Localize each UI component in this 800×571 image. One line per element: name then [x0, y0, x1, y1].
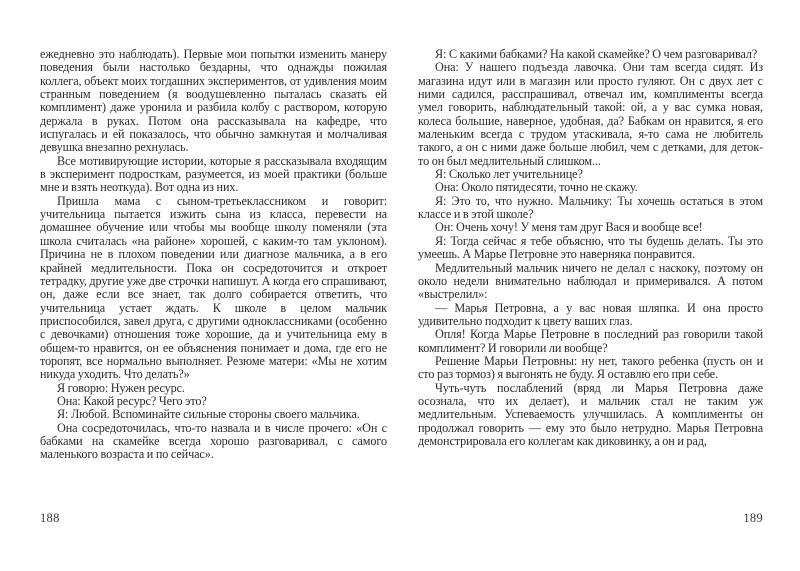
page-right	[418, 48, 763, 548]
paragraph: Чуть-чуть послаблений (вряд ли Марья Петровна даже осознала, что их делает), и мальчик стал не таким уж медлительным. Успеваемость улучшилась. А комплименты он продолжал говорить — ему это было нетрудно. Марья Петровна демонстрировала его коллегам как диковинку, а он и рад,	[418, 380, 763, 448]
page-right-text	[418, 48, 763, 448]
paragraph: Пришла мама с сыном-третьеклассником и говорит: учительница пытается изжить сына из класса, перевести на домашнее обучение или чтобы мы вообще школу поменяли (эта школа считалась «на районе» хорошей, с каким-то там уклоном). Причина не в плохом поведении или диагнозе мальчика, а в его крайней медлительности. Пока он сосредоточится и откроет тетрадку, другие уже две строчки напишут. А когда его спрашивают, он, даже если все знает, так долго собирается ответить, что учительница устает ждать. К школе в целом мальчик приспособился, завел друга, с другими одноклассниками (особенно с девочками) отношения тоже хорошие, да и учительница ему в общем-то нравится, он ее объяснения понимает и дома, где его не торопят, все нормально выполняет. Резюме матери: «Мы не хотим никуда уходить. Что делать?»	[40, 193, 387, 382]
paragraph: Она сосредоточилась, что-то назвала и в числе прочего: «Он с бабками на скамейке всегда хорошо разговаривал, с самого маленького возраста и по сейчас».	[40, 420, 387, 462]
paragraph: Я: Тогда сейчас я тебе объясню, что ты будешь делать. Ты это умеешь. А Марье Петровне это наверняка понравится.	[418, 233, 763, 262]
page-left	[40, 48, 387, 548]
paragraph: ежедневно это наблюдать). Первые мои попытки изменить манеру поведения были настолько бездарны, что однажды пожилая коллега, объект моих тогдашних экспериментов, от удивления моим странным поведением (я воодушевленно пыталась сказать ей комплимент) даже уронила и разбила колбу с раствором, которую держала в руках. Потом она рассказывала на кафедре, что испугалась и ей показалось, что обычно замкнутая и молчаливая девушка внезапно рехнулась.	[40, 47, 387, 155]
page-left-text	[40, 48, 387, 462]
paragraph: Он: Очень хочу! У меня там друг Вася и вообще все!	[435, 220, 703, 235]
paragraph: Она: Около пятидесяти, точно не скажу.	[435, 180, 638, 195]
paragraph: Все мотивирующие истории, которые я рассказывала входящим в эксперимент подросткам, разумеется, из моей практики (больше мне и взять неоткуда). Вот одна из них.	[40, 153, 387, 195]
paragraph: Она: Какой ресурс? Чего это?	[57, 393, 207, 408]
paragraph: — Марья Петровна, а у вас новая шляпка. И она просто удивительно подходит к цвету ваших глаз.	[418, 300, 763, 328]
paragraph: Медлительный мальчик ничего не делал с наскоку, поэтому он около недели внимательно наблюдал и примеривался. А потом «выстрелил»:	[418, 260, 763, 302]
paragraph: Я говорю: Нужен ресурс.	[57, 380, 185, 395]
paragraph: Я: Сколько лет учительнице?	[435, 167, 583, 182]
paragraph: Я: Это то, что нужно. Мальчику: Ты хочешь остаться в этом классе и в этой школе?	[418, 193, 763, 222]
paragraph: Я: Любой. Вспоминайте сильные стороны своего мальчика.	[57, 407, 360, 422]
paragraph: Я: С какими бабками? На какой скамейке? О чем разговаривал?	[435, 47, 758, 61]
paragraph: Опля! Когда Марье Петровне в последний раз говорили такой комплимент? И говорили ли вообще?	[418, 327, 763, 355]
page-number-left: 188	[40, 511, 60, 525]
page-number-right: 189	[743, 511, 763, 525]
paragraph: Она: У нашего подъезда лавочка. Они там всегда сидят. Из магазина идут или в магазин или просто гуляют. Он с двух лет с ними садился, расспрашивал, отвечал им, комплименты всегда умел говорить, наблюдательный такой: ой, а у вас сумка новая, колеса большие, наверное, удобная, да? Бабкам он нравится, я его маленьким всегда с трудом утаскивала, я-то сама не любитель такого, а он с ними даже больше любил, чем с детками, для деток-то он был медлительный слишком...	[418, 60, 763, 168]
paragraph: Решение Марьи Петровны: ну нет, такого ребенка (пусть он и сто раз тормоз) я выгонять не буду. Я оставлю его при себе.	[418, 353, 763, 382]
